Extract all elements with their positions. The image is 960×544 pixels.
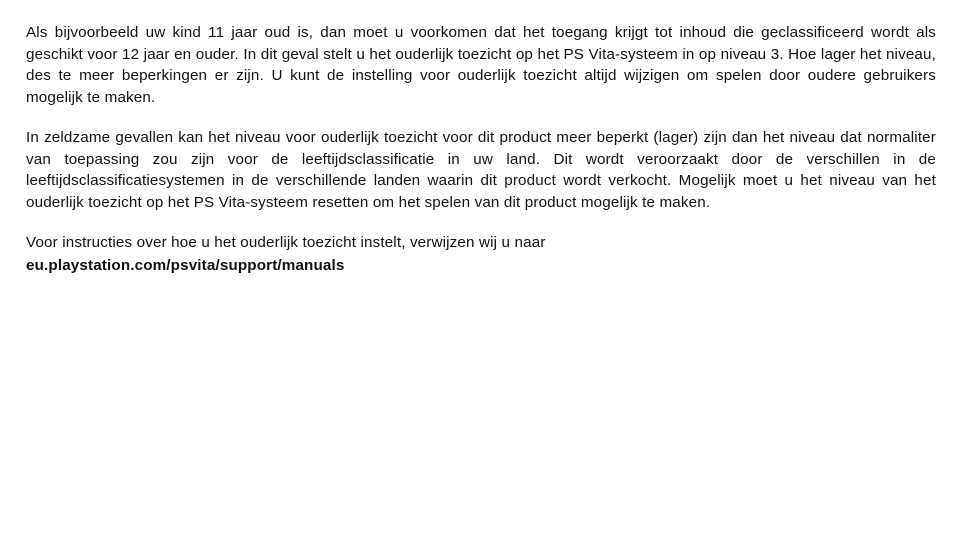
instructions-text: Voor instructies over hoe u het ouderlijk toezicht instelt, verwijzen wij u naar [26,234,546,251]
document-body [26,22,936,276]
paragraph-instructions [26,232,936,276]
paragraph-parental-control-example: Als bijvoorbeeld uw kind 11 jaar oud is, dan moet u voorkomen dat het toegang krijgt tot inhoud die geclassificeerd wordt als geschikt voor 12 jaar en ouder. In dit geval stelt u het ouderlijk toezicht op het PS Vita-systeem in op niveau 3. Hoe lager het niveau, des te meer beperkingen er zijn. U kunt de instelling voor ouderlijk toezicht altijd wijzigen om spelen door oudere gebruikers mogelijk te maken. [26,24,936,106]
paragraph-rating-differences: In zeldzame gevallen kan het niveau voor ouderlijk toezicht voor dit product meer beperkt (lager) zijn dan het niveau dat normaliter van toepassing zou zijn voor de leeftijdsclassificatie in uw land. Dit wordt veroorzaakt door de verschillen in de leeftijdsclassificatiesystemen in de verschillende landen waarin dit product wordt verkocht. Mogelijk moet u het niveau van het ouderlijk toezicht op het PS Vita-systeem resetten om het spelen van dit product mogelijk te maken. [26,129,936,211]
support-manuals-link[interactable]: eu.playstation.com/psvita/support/manuals [26,256,345,274]
